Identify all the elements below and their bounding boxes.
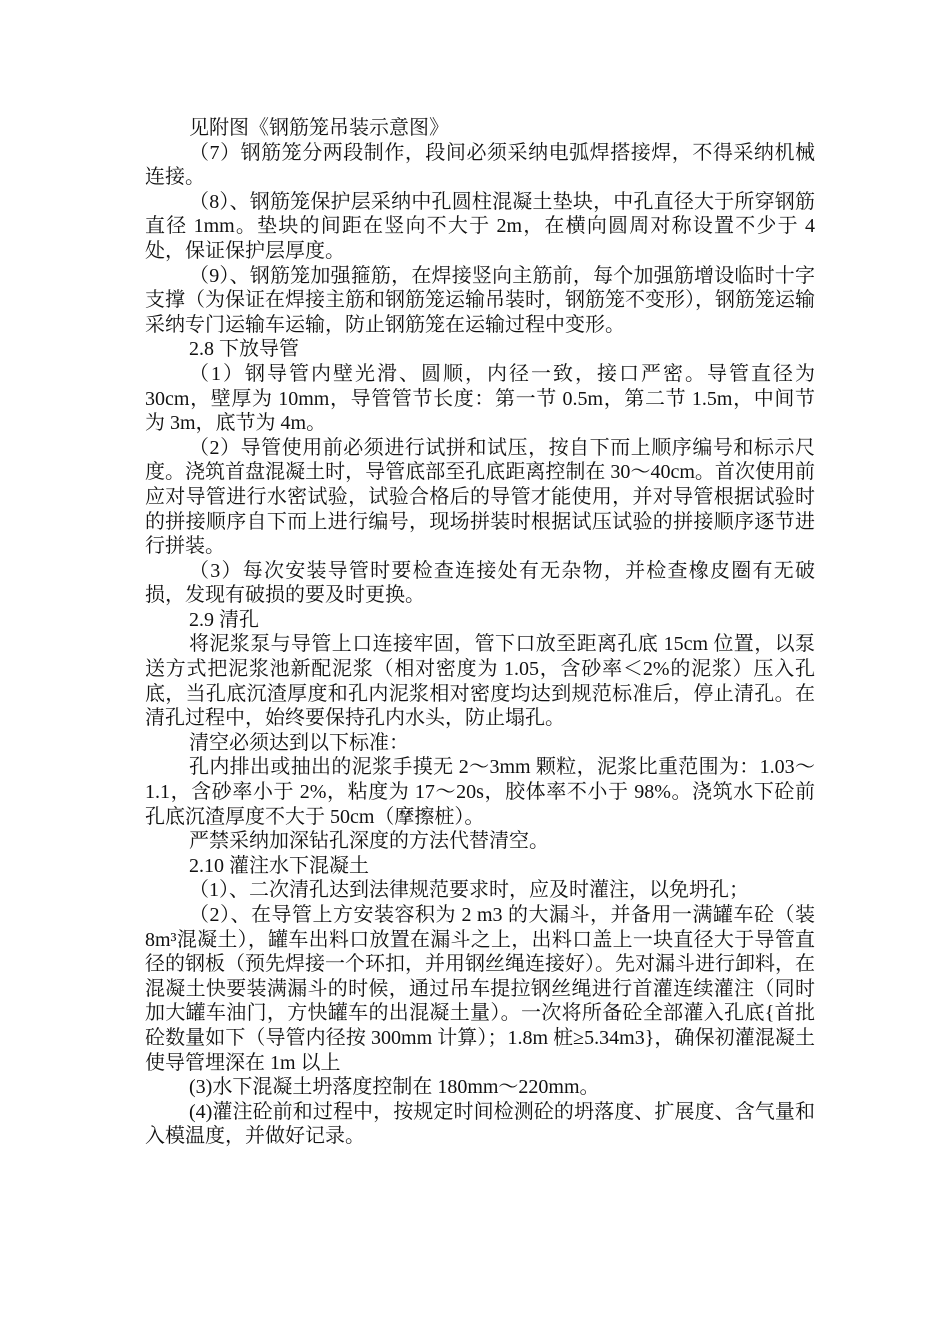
paragraph-2-8-item-2: （2）导管使用前必须进行试拼和试压，按自下而上顺序编号和标示尺度。浇筑首盘混凝土时，导管底部至孔底距离控制在 30～40cm。首次使用前应对导管进行水密试验，试验合格后的导管才能使用，并对导管根据试验时的拼接顺序自下而上进行编号，现场拼装时根据试压试验的拼接顺序逐节进行拼装。 [145,436,815,558]
section-heading-2-8: 2.8 下放导管 [189,338,299,361]
paragraph-2-10-item-2: （2）、在导管上方安装容积为 2 m3 的大漏斗，并备用一满罐车砼（装 8m³混凝土），罐车出料口放置在漏斗之上，出料口盖上一块直径大于导管直径的钢板（预先焊接一个环扣，并用钢丝绳连接好）。先对漏斗进行卸料，在混凝土快要装满漏斗的时候，通过吊车提拉钢丝绳进行首灌连续灌注（同时加大罐车油门，方快罐车的出混凝土量）。一次将所备砼全部灌入孔底{首批砼数量如下（导管内径按 300mm 计算）；1.8m 桩≥5.34m3}，确保初灌混凝土使导管埋深在 1m 以上 [145,904,815,1074]
paragraph-2-9-procedure: 将泥浆泵与导管上口连接牢固，管下口放至距离孔底 15cm 位置，以泵送方式把泥浆池新配泥浆（相对密度为 1.05，含砂率＜2%的泥浆）压入孔底，当孔底沉渣厚度和孔内泥浆相对密度均达到规范标准后，停止清孔。在清孔过程中，始终要保持孔内水头，防止塌孔。 [145,633,815,730]
paragraph-2-10-item-4: (4)灌注砼前和过程中，按规定时间检测砼的坍落度、扩展度、含气量和入模温度，并做好记录。 [145,1100,815,1148]
paragraph-item-9: （9）、钢筋笼加强箍筋，在焊接竖向主筋前，每个加强筋增设临时十字支撑（为保证在焊接主筋和钢筋笼运输吊装时，钢筋笼不变形），钢筋笼运输采纳专门运输车运输，防止钢筋笼在运输过程中变形。 [145,264,815,336]
paragraph-2-8-item-1: （1）钢导管内壁光滑、圆顺，内径一致，接口严密。导管直径为 30cm，壁厚为 10mm，导管管节长度：第一节 0.5m，第二节 1.5m，中间节为 3m，底节为 4m。 [145,362,815,435]
paragraph-2-9-standard-detail: 孔内排出或抽出的泥浆手摸无 2～3mm 颗粒，泥浆比重范围为：1.03～1.1，含砂率小于 2%，粘度为 17～20s，胶体率不小于 98%。浇筑水下砼前孔底沉渣厚度不大于 50cm（摩擦桩）。 [145,756,815,828]
paragraph-2-9-prohibition: 严禁采纳加深钻孔深度的方法代替清空。 [189,830,549,853]
paragraph-2-10-item-3: (3)水下混凝土坍落度控制在 180mm～220mm。 [189,1076,600,1099]
paragraph-2-9-standard-intro: 清空必须达到以下标准： [189,731,409,754]
section-heading-2-9: 2.9 清孔 [189,608,259,631]
section-heading-2-10: 2.10 灌注水下混凝土 [189,854,369,877]
paragraph-item-7: （7）钢筋笼分两段制作，段间必须采纳电弧焊搭接焊，不得采纳机械连接。 [145,141,815,189]
document-body [145,116,815,1149]
paragraph-attached-figure: 见附图《钢筋笼吊装示意图》 [189,117,449,139]
paragraph-2-8-item-3: （3）每次安装导管时要检查连接处有无杂物，并检查橡皮圈有无破损，发现有破损的要及时更换。 [145,559,815,607]
paragraph-item-8: （8）、钢筋笼保护层采纳中孔圆柱混凝土垫块，中孔直径大于所穿钢筋直径 1mm。垫块的间距在竖向不大于 2m，在横向圆周对称设置不少于 4 处，保证保护层厚度。 [145,190,815,262]
paragraph-2-10-item-1: （1）、二次清孔达到法律规范要求时，应及时灌注，以免坍孔； [189,879,749,902]
